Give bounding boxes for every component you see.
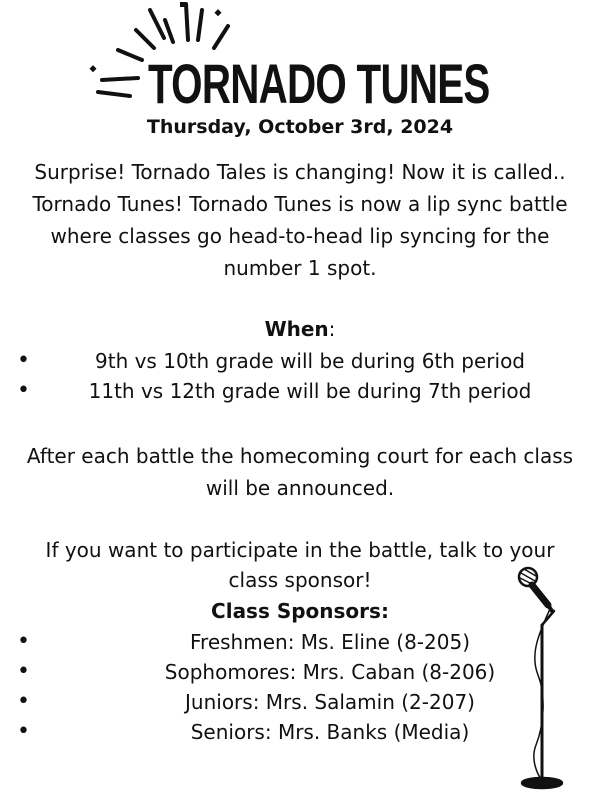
participate-line-2: class sponsor!: [228, 568, 372, 592]
sponsor-freshmen: Freshmen: Ms. Eline (8-205): [190, 630, 470, 654]
intro-line-2: Tornado Tunes! Tornado Tunes is now a lip sync battle: [32, 192, 568, 216]
after-line-2: will be announced.: [205, 476, 395, 500]
bullet-icon: •: [17, 629, 30, 654]
when-item-1: 9th vs 10th grade will be during 6th period: [95, 349, 525, 373]
when-colon: :: [328, 317, 336, 341]
when-label: When: [264, 317, 329, 341]
sponsors-heading: Class Sponsors:: [211, 599, 389, 623]
list-item: [0, 376, 600, 406]
page-title: TORNADO TUNES: [148, 52, 490, 115]
microphone-icon: [508, 565, 588, 793]
list-item: [0, 346, 600, 376]
event-date: Thursday, October 3rd, 2024: [146, 116, 454, 138]
after-line-1: After each battle the homecoming court for each class: [26, 444, 574, 468]
bullet-icon: •: [17, 689, 30, 714]
bullet-icon: •: [17, 348, 30, 373]
sponsor-seniors: Seniors: Mrs. Banks (Media): [190, 720, 470, 744]
when-heading: [0, 314, 600, 344]
when-item-2: 11th vs 12th grade will be during 7th period: [88, 379, 532, 403]
intro-line-3: where classes go head-to-head lip syncing for the: [50, 224, 550, 248]
bullet-icon: •: [17, 659, 30, 684]
sponsor-sophomores: Sophomores: Mrs. Caban (8-206): [164, 660, 496, 684]
bullet-icon: •: [17, 378, 30, 403]
sponsor-juniors: Juniors: Mrs. Salamin (2-207): [185, 690, 475, 714]
intro-line-1: Surprise! Tornado Tales is changing! Now it is called..: [34, 160, 566, 184]
participate-line-1: If you want to participate in the battle, talk to your: [45, 538, 555, 562]
bullet-icon: •: [17, 719, 30, 744]
intro-line-4: number 1 spot.: [223, 256, 377, 280]
when-list: [0, 346, 600, 406]
